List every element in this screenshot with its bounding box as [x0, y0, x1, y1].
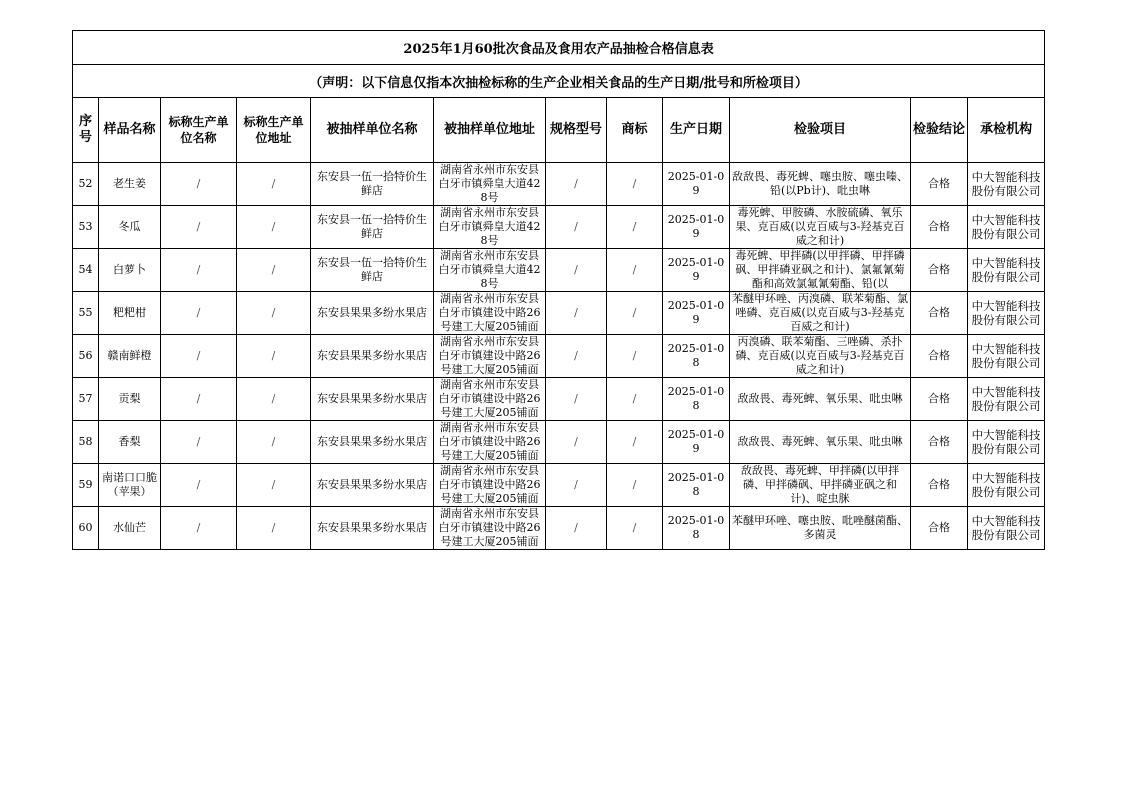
cell-sample-name-text: 贡梨: [118, 392, 141, 405]
cell-sampled-unit-address: [434, 464, 546, 507]
cell-sampled-unit-name: [311, 421, 434, 464]
cell-test-items-text: 敌敌畏、毒死蜱、氧乐果、吡虫啉: [737, 392, 903, 405]
cell-sampled-unit-name: [311, 464, 434, 507]
cell-test-items-text: 丙溴磷、联苯菊酯、三唑磷、杀扑磷、克百威(以克百威与3-羟基克百威之和计): [735, 335, 905, 376]
cell-brand-text: /: [632, 349, 637, 362]
cell-sample-name-text: 南诺口口脆（苹果）: [102, 471, 157, 498]
cell-prod-date: [663, 378, 730, 421]
cell-spec: [546, 421, 607, 464]
cell-sample-name-text: 香梨: [118, 435, 141, 448]
header-producer-name: 标称生产单位名称: [161, 98, 237, 163]
cell-spec: [546, 507, 607, 550]
cell-spec: [546, 335, 607, 378]
cell-prod-date-text: 2025-01-08: [667, 471, 725, 498]
cell-producer-address-text: /: [271, 435, 276, 448]
cell-sample-name: [99, 507, 161, 550]
cell-producer-name-text: /: [196, 521, 201, 534]
inspection-table: [72, 30, 1045, 550]
table-row: [73, 335, 1045, 378]
cell-producer-name-text: /: [196, 306, 201, 319]
cell-producer-address-text: /: [271, 177, 276, 190]
cell-agency: [968, 206, 1045, 249]
cell-producer-name: [161, 163, 237, 206]
cell-producer-address-text: /: [271, 478, 276, 491]
cell-conclusion: [911, 335, 968, 378]
cell-seq-text: 57: [78, 392, 93, 405]
cell-sampled-unit-name-text: 东安县果果多纷水果店: [317, 392, 427, 405]
cell-producer-address: [237, 249, 311, 292]
cell-producer-name-text: /: [196, 349, 201, 362]
cell-sampled-unit-address: [434, 206, 546, 249]
cell-producer-name-text: /: [196, 478, 201, 491]
cell-brand: [607, 292, 663, 335]
cell-prod-date-text: 2025-01-09: [667, 170, 725, 197]
cell-sampled-unit-name-text: 东安县果果多纷水果店: [317, 435, 427, 448]
cell-agency: [968, 335, 1045, 378]
cell-sampled-unit-address-text: 湖南省永州市东安县白牙市镇建设中路26号建工大厦205铺面: [438, 464, 541, 505]
cell-producer-address: [237, 378, 311, 421]
cell-test-items: [730, 249, 911, 292]
cell-seq-text: 58: [78, 435, 93, 448]
cell-brand-text: /: [632, 392, 637, 405]
cell-test-items-text: 苯醚甲环唑、噻虫胺、吡唑醚菌酯、多菌灵: [732, 514, 908, 541]
cell-test-items: [730, 378, 911, 421]
cell-prod-date-text: 2025-01-09: [667, 299, 725, 326]
header-sampled-unit-name: 被抽样单位名称: [311, 98, 434, 163]
cell-sample-name: [99, 421, 161, 464]
cell-test-items: [730, 335, 911, 378]
cell-sample-name: [99, 378, 161, 421]
header-row: [73, 98, 1045, 163]
cell-conclusion-text: 合格: [928, 306, 950, 319]
header-spec: 规格型号: [546, 98, 607, 163]
cell-test-items-text: 毒死蜱、甲胺磷、水胺硫磷、氧乐果、克百威(以克百威与3-羟基克百威之和计): [735, 206, 905, 247]
cell-seq: [73, 335, 99, 378]
cell-spec: [546, 292, 607, 335]
cell-sampled-unit-address-text: 湖南省永州市东安县白牙市镇建设中路26号建工大厦205铺面: [438, 378, 541, 419]
cell-spec: [546, 464, 607, 507]
cell-sampled-unit-address-text: 湖南省永州市东安县白牙市镇舜皇大道428号: [438, 249, 541, 290]
cell-conclusion-text: 合格: [928, 392, 950, 405]
cell-brand-text: /: [632, 220, 637, 233]
cell-producer-name-text: /: [196, 435, 201, 448]
cell-test-items-text: 毒死蜱、甲拌磷(以甲拌磷、甲拌磷砜、甲拌磷亚砜之和计)、氯氟氰菊酯和高效氯氟氰菊酯、铅(以: [735, 249, 905, 290]
cell-spec: [546, 163, 607, 206]
cell-brand-text: /: [632, 478, 637, 491]
table-notice: （声明：以下信息仅指本次抽检标称的生产企业相关食品的生产日期/批号和所检项目）: [73, 65, 1045, 98]
cell-producer-name: [161, 335, 237, 378]
cell-producer-address: [237, 163, 311, 206]
cell-producer-address-text: /: [271, 392, 276, 405]
cell-conclusion: [911, 421, 968, 464]
cell-producer-name: [161, 292, 237, 335]
cell-sample-name: [99, 335, 161, 378]
cell-sampled-unit-name: [311, 163, 434, 206]
table-row: [73, 507, 1045, 550]
cell-conclusion-text: 合格: [928, 177, 950, 190]
cell-conclusion: [911, 249, 968, 292]
cell-seq: [73, 378, 99, 421]
cell-prod-date: [663, 292, 730, 335]
cell-sampled-unit-address-text: 湖南省永州市东安县白牙市镇建设中路26号建工大厦205铺面: [438, 335, 541, 376]
table-row: [73, 206, 1045, 249]
cell-producer-address: [237, 335, 311, 378]
cell-conclusion-text: 合格: [928, 220, 950, 233]
cell-test-items: [730, 464, 911, 507]
cell-producer-name: [161, 378, 237, 421]
table-row: [73, 378, 1045, 421]
cell-producer-name: [161, 206, 237, 249]
cell-producer-address: [237, 464, 311, 507]
cell-sample-name-text: 白萝卜: [113, 263, 146, 276]
cell-agency: [968, 163, 1045, 206]
cell-brand-text: /: [632, 177, 637, 190]
cell-prod-date-text: 2025-01-09: [667, 256, 725, 283]
cell-producer-address-text: /: [271, 263, 276, 276]
cell-conclusion-text: 合格: [928, 263, 950, 276]
cell-conclusion: [911, 378, 968, 421]
cell-seq-text: 59: [78, 478, 93, 491]
cell-brand: [607, 464, 663, 507]
cell-sample-name-text: 水仙芒: [113, 521, 146, 534]
cell-sampled-unit-address-text: 湖南省永州市东安县白牙市镇舜皇大道428号: [438, 163, 541, 204]
cell-prod-date: [663, 206, 730, 249]
cell-producer-name-text: /: [196, 220, 201, 233]
cell-sample-name: [99, 206, 161, 249]
cell-seq: [73, 249, 99, 292]
cell-test-items-text: 敌敌畏、毒死蜱、噻虫胺、噻虫嗪、铅(以Pb计)、吡虫啉: [732, 170, 908, 197]
cell-producer-name: [161, 507, 237, 550]
cell-producer-address-text: /: [271, 349, 276, 362]
header-agency: 承检机构: [968, 98, 1045, 163]
cell-sampled-unit-name-text: 东安县果果多纷水果店: [317, 521, 427, 534]
cell-seq: [73, 507, 99, 550]
cell-sampled-unit-name: [311, 378, 434, 421]
cell-test-items-text: 敌敌畏、毒死蜱、甲拌磷(以甲拌磷、甲拌磷砜、甲拌磷亚砜之和计)、啶虫脒: [740, 464, 900, 505]
cell-sampled-unit-address: [434, 163, 546, 206]
cell-brand: [607, 206, 663, 249]
cell-producer-address-text: /: [271, 521, 276, 534]
cell-test-items: [730, 507, 911, 550]
header-test-items: 检验项目: [730, 98, 911, 163]
table-row: [73, 249, 1045, 292]
cell-brand-text: /: [632, 306, 637, 319]
cell-brand: [607, 163, 663, 206]
table-row: [73, 464, 1045, 507]
cell-seq-text: 52: [78, 177, 93, 190]
cell-brand-text: /: [632, 521, 637, 534]
header-seq: 序号: [73, 98, 99, 163]
cell-seq-text: 56: [78, 349, 93, 362]
cell-prod-date: [663, 507, 730, 550]
cell-sampled-unit-address: [434, 249, 546, 292]
cell-producer-address: [237, 292, 311, 335]
cell-agency: [968, 378, 1045, 421]
cell-agency-text: 中大智能科技股份有限公司: [971, 514, 1041, 542]
cell-spec-text: /: [574, 177, 578, 190]
cell-brand-text: /: [632, 263, 637, 276]
cell-sample-name: [99, 249, 161, 292]
cell-agency: [968, 292, 1045, 335]
cell-agency-text: 中大智能科技股份有限公司: [971, 299, 1041, 327]
cell-producer-name-text: /: [196, 177, 201, 190]
cell-spec-text: /: [574, 263, 578, 276]
cell-test-items: [730, 206, 911, 249]
header-sample-name: 样品名称: [99, 98, 161, 163]
cell-sampled-unit-name-text: 东安县果果多纷水果店: [317, 478, 427, 491]
cell-test-items: [730, 421, 911, 464]
cell-agency-text: 中大智能科技股份有限公司: [971, 170, 1041, 198]
cell-sampled-unit-name: [311, 206, 434, 249]
cell-sampled-unit-address: [434, 292, 546, 335]
cell-seq: [73, 292, 99, 335]
cell-producer-address: [237, 206, 311, 249]
cell-sampled-unit-name: [311, 292, 434, 335]
header-conclusion: 检验结论: [911, 98, 968, 163]
header-sampled-unit-address: 被抽样单位地址: [434, 98, 546, 163]
cell-test-items: [730, 292, 911, 335]
cell-spec-text: /: [574, 521, 578, 534]
cell-seq-text: 55: [78, 306, 93, 319]
cell-sample-name-text: 赣南鲜橙: [107, 349, 152, 362]
cell-sampled-unit-name-text: 东安县一伍一拾特价生鲜店: [317, 170, 427, 197]
cell-seq-text: 53: [78, 220, 93, 233]
cell-seq-text: 60: [78, 521, 93, 534]
cell-producer-name-text: /: [196, 392, 201, 405]
cell-brand: [607, 335, 663, 378]
cell-producer-address-text: /: [271, 306, 276, 319]
cell-prod-date-text: 2025-01-09: [667, 428, 725, 455]
cell-spec-text: /: [574, 306, 578, 319]
cell-agency-text: 中大智能科技股份有限公司: [971, 385, 1041, 413]
cell-producer-name: [161, 249, 237, 292]
cell-sampled-unit-name-text: 东安县一伍一拾特价生鲜店: [317, 213, 427, 240]
cell-sample-name-text: 老生姜: [113, 177, 146, 190]
cell-seq: [73, 163, 99, 206]
cell-agency-text: 中大智能科技股份有限公司: [971, 342, 1041, 370]
cell-agency-text: 中大智能科技股份有限公司: [971, 471, 1041, 499]
table-row: [73, 163, 1045, 206]
cell-prod-date-text: 2025-01-08: [667, 342, 725, 369]
cell-prod-date: [663, 464, 730, 507]
cell-prod-date-text: 2025-01-08: [667, 385, 725, 412]
cell-prod-date-text: 2025-01-08: [667, 514, 725, 541]
cell-prod-date: [663, 421, 730, 464]
cell-conclusion-text: 合格: [928, 435, 950, 448]
cell-sampled-unit-name: [311, 507, 434, 550]
cell-agency: [968, 464, 1045, 507]
cell-sample-name-text: 冬瓜: [118, 220, 141, 233]
cell-brand: [607, 507, 663, 550]
cell-seq: [73, 206, 99, 249]
cell-prod-date-text: 2025-01-09: [667, 213, 725, 240]
cell-sampled-unit-name-text: 东安县一伍一拾特价生鲜店: [317, 256, 427, 283]
cell-spec: [546, 206, 607, 249]
cell-sampled-unit-name-text: 东安县果果多纷水果店: [317, 349, 427, 362]
cell-sampled-unit-address-text: 湖南省永州市东安县白牙市镇建设中路26号建工大厦205铺面: [438, 292, 541, 333]
cell-brand: [607, 378, 663, 421]
cell-agency-text: 中大智能科技股份有限公司: [971, 428, 1041, 456]
cell-conclusion-text: 合格: [928, 478, 950, 491]
cell-brand-text: /: [632, 435, 637, 448]
cell-sampled-unit-address-text: 湖南省永州市东安县白牙市镇舜皇大道428号: [438, 206, 541, 247]
cell-sample-name: [99, 292, 161, 335]
table-title: 2025年1月60批次食品及食用农产品抽检合格信息表: [73, 31, 1045, 65]
cell-sampled-unit-name-text: 东安县果果多纷水果店: [317, 306, 427, 319]
cell-sampled-unit-address-text: 湖南省永州市东安县白牙市镇建设中路26号建工大厦205铺面: [438, 507, 541, 548]
cell-conclusion: [911, 464, 968, 507]
header-prod-date: 生产日期: [663, 98, 730, 163]
cell-producer-address-text: /: [271, 220, 276, 233]
cell-sampled-unit-address: [434, 421, 546, 464]
cell-spec-text: /: [574, 392, 578, 405]
header-producer-address: 标称生产单位地址: [237, 98, 311, 163]
cell-producer-name: [161, 421, 237, 464]
cell-test-items: [730, 163, 911, 206]
cell-conclusion: [911, 163, 968, 206]
cell-spec-text: /: [574, 478, 578, 491]
cell-seq: [73, 421, 99, 464]
cell-producer-name-text: /: [196, 263, 201, 276]
cell-test-items-text: 苯醚甲环唑、丙溴磷、联苯菊酯、氯唑磷、克百威(以克百威与3-羟基克百威之和计): [732, 292, 908, 333]
cell-agency: [968, 507, 1045, 550]
cell-seq: [73, 464, 99, 507]
cell-sampled-unit-name: [311, 335, 434, 378]
cell-spec-text: /: [574, 435, 578, 448]
cell-seq-text: 54: [78, 263, 93, 276]
cell-test-items-text: 敌敌畏、毒死蜱、氧乐果、吡虫啉: [737, 435, 903, 448]
cell-spec-text: /: [574, 220, 578, 233]
cell-producer-address: [237, 421, 311, 464]
cell-spec: [546, 249, 607, 292]
cell-conclusion: [911, 292, 968, 335]
cell-producer-name: [161, 464, 237, 507]
cell-sample-name: [99, 163, 161, 206]
cell-conclusion: [911, 507, 968, 550]
table-row: [73, 421, 1045, 464]
cell-conclusion-text: 合格: [928, 521, 950, 534]
cell-sample-name: [99, 464, 161, 507]
cell-prod-date: [663, 249, 730, 292]
cell-agency-text: 中大智能科技股份有限公司: [971, 213, 1041, 241]
cell-prod-date: [663, 163, 730, 206]
cell-sampled-unit-address: [434, 335, 546, 378]
cell-conclusion: [911, 206, 968, 249]
cell-brand: [607, 249, 663, 292]
cell-sample-name-text: 粑粑柑: [113, 306, 146, 319]
cell-agency: [968, 249, 1045, 292]
cell-producer-address: [237, 507, 311, 550]
cell-sampled-unit-address: [434, 378, 546, 421]
cell-brand: [607, 421, 663, 464]
cell-conclusion-text: 合格: [928, 349, 950, 362]
header-brand: 商标: [607, 98, 663, 163]
cell-spec-text: /: [574, 349, 578, 362]
cell-agency: [968, 421, 1045, 464]
table-row: [73, 292, 1045, 335]
cell-sampled-unit-address: [434, 507, 546, 550]
cell-sampled-unit-address-text: 湖南省永州市东安县白牙市镇建设中路26号建工大厦205铺面: [438, 421, 541, 462]
cell-spec: [546, 378, 607, 421]
cell-prod-date: [663, 335, 730, 378]
cell-agency-text: 中大智能科技股份有限公司: [971, 256, 1041, 284]
cell-sampled-unit-name: [311, 249, 434, 292]
